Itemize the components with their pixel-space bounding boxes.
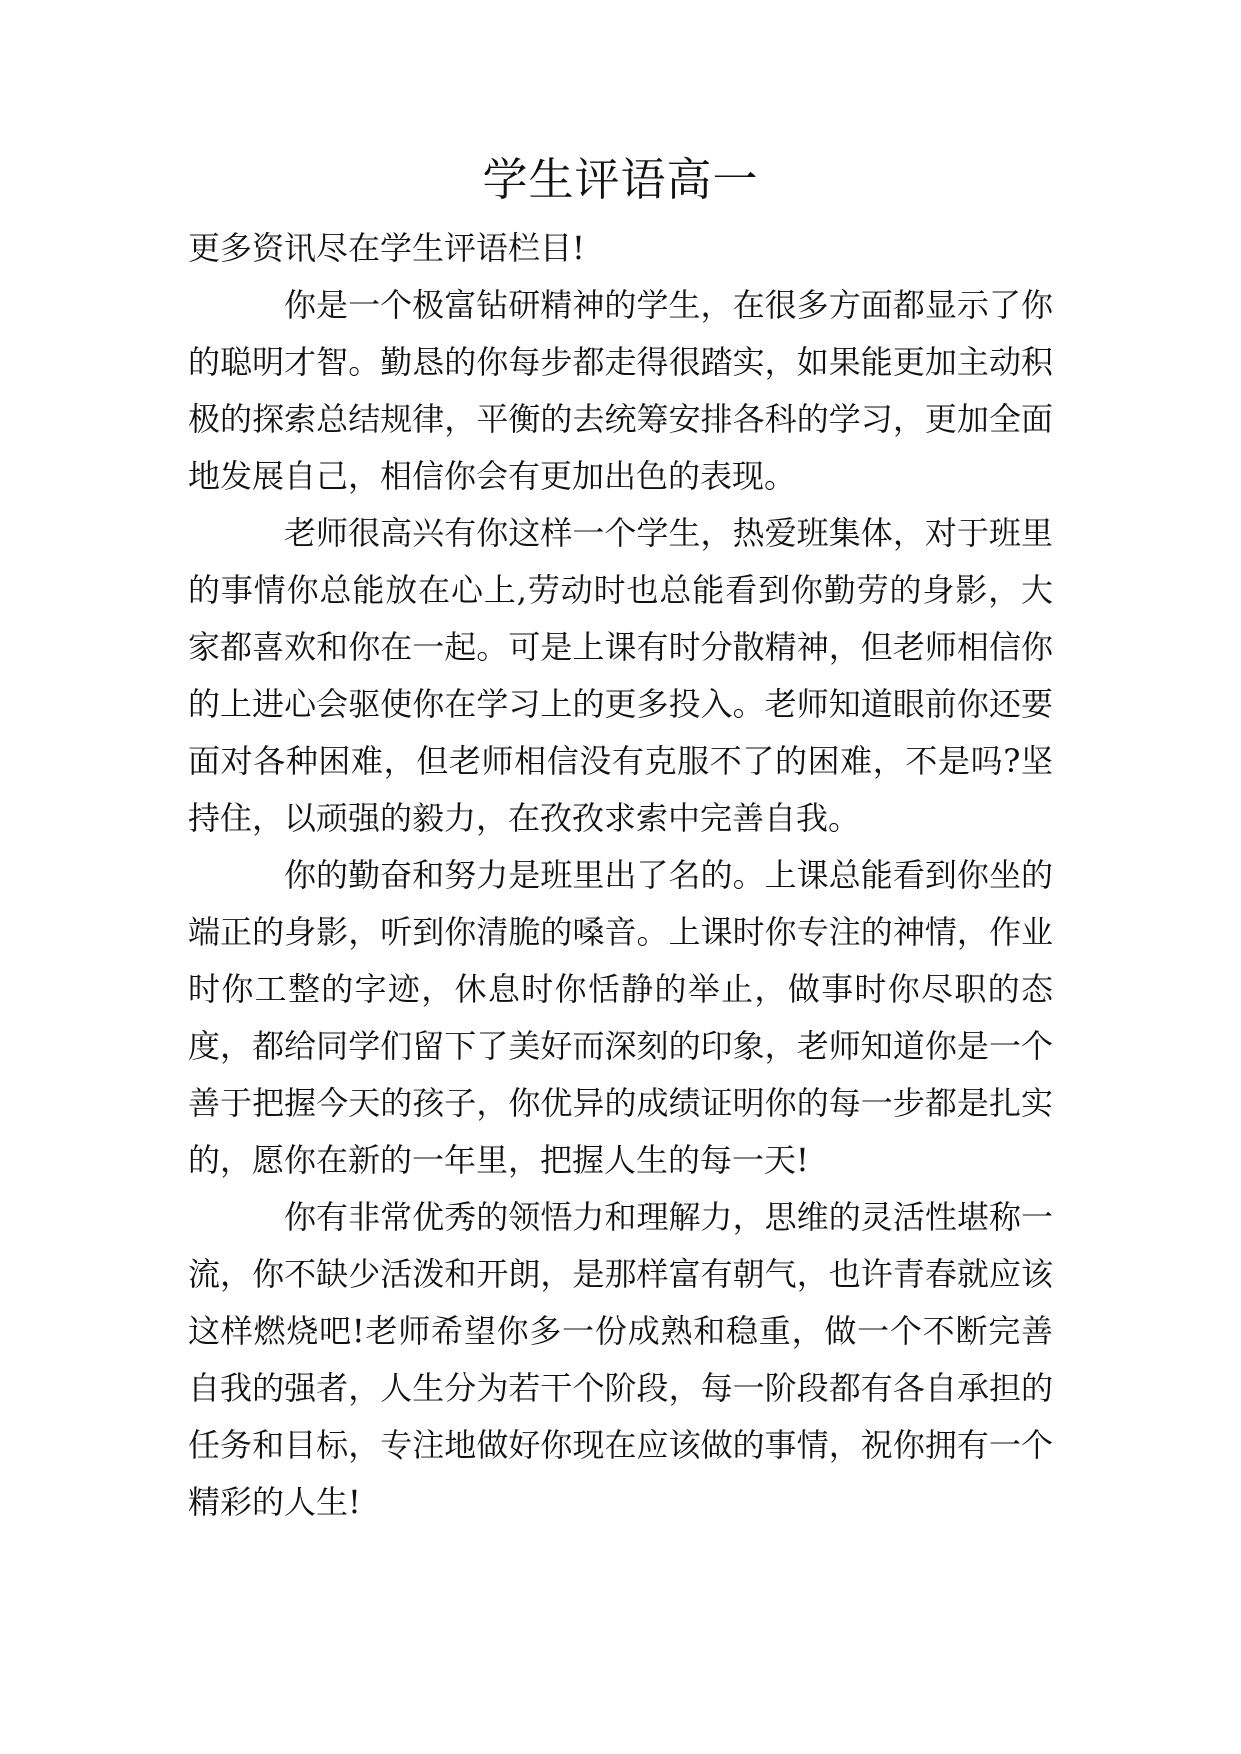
intro-line: 更多资讯尽在学生评语栏目! bbox=[188, 229, 585, 267]
document-body bbox=[188, 220, 1053, 1531]
comment-paragraph-2: 老师很高兴有你这样一个学生，热爱班集体，对于班里的事情你总能放在心上,劳动时也总能看到你勤劳的身影，大家都喜欢和你在一起。可是上课有时分散精神，但老师相信你的上进心会驱使你在学习上的更多投入。老师知道眼前你还要面对各种困难，但老师相信没有克服不了的困难，不是吗?坚持住，以顽强的毅力，在孜孜求索中完善自我。 bbox=[188, 514, 1053, 837]
document-title: 学生评语高一 bbox=[482, 153, 759, 206]
comment-paragraph-4: 你有非常优秀的领悟力和理解力，思维的灵活性堪称一流，你不缺少活泼和开朗，是那样富有朝气，也许青春就应该这样燃烧吧!老师希望你多一份成熟和稳重，做一个不断完善自我的强者，人生分为若干个阶段，每一阶段都有各自承担的任务和目标，专注地做好你现在应该做的事情，祝你拥有一个精彩的人生! bbox=[188, 1198, 1053, 1521]
comment-paragraph-1: 你是一个极富钻研精神的学生，在很多方面都显示了你的聪明才智。勤恳的你每步都走得很踏实，如果能更加主动积极的探索总结规律，平衡的去统筹安排各科的学习，更加全面地发展自己，相信你会有更加出色的表现。 bbox=[188, 286, 1053, 495]
comment-paragraph-3: 你的勤奋和努力是班里出了名的。上课总能看到你坐的端正的身影，听到你清脆的嗓音。上课时你专注的神情，作业时你工整的字迹，休息时你恬静的举止，做事时你尽职的态度，都给同学们留下了美好而深刻的印象，老师知道你是一个善于把握今天的孩子，你优异的成绩证明你的每一步都是扎实的，愿你在新的一年里，把握人生的每一天! bbox=[188, 856, 1053, 1179]
